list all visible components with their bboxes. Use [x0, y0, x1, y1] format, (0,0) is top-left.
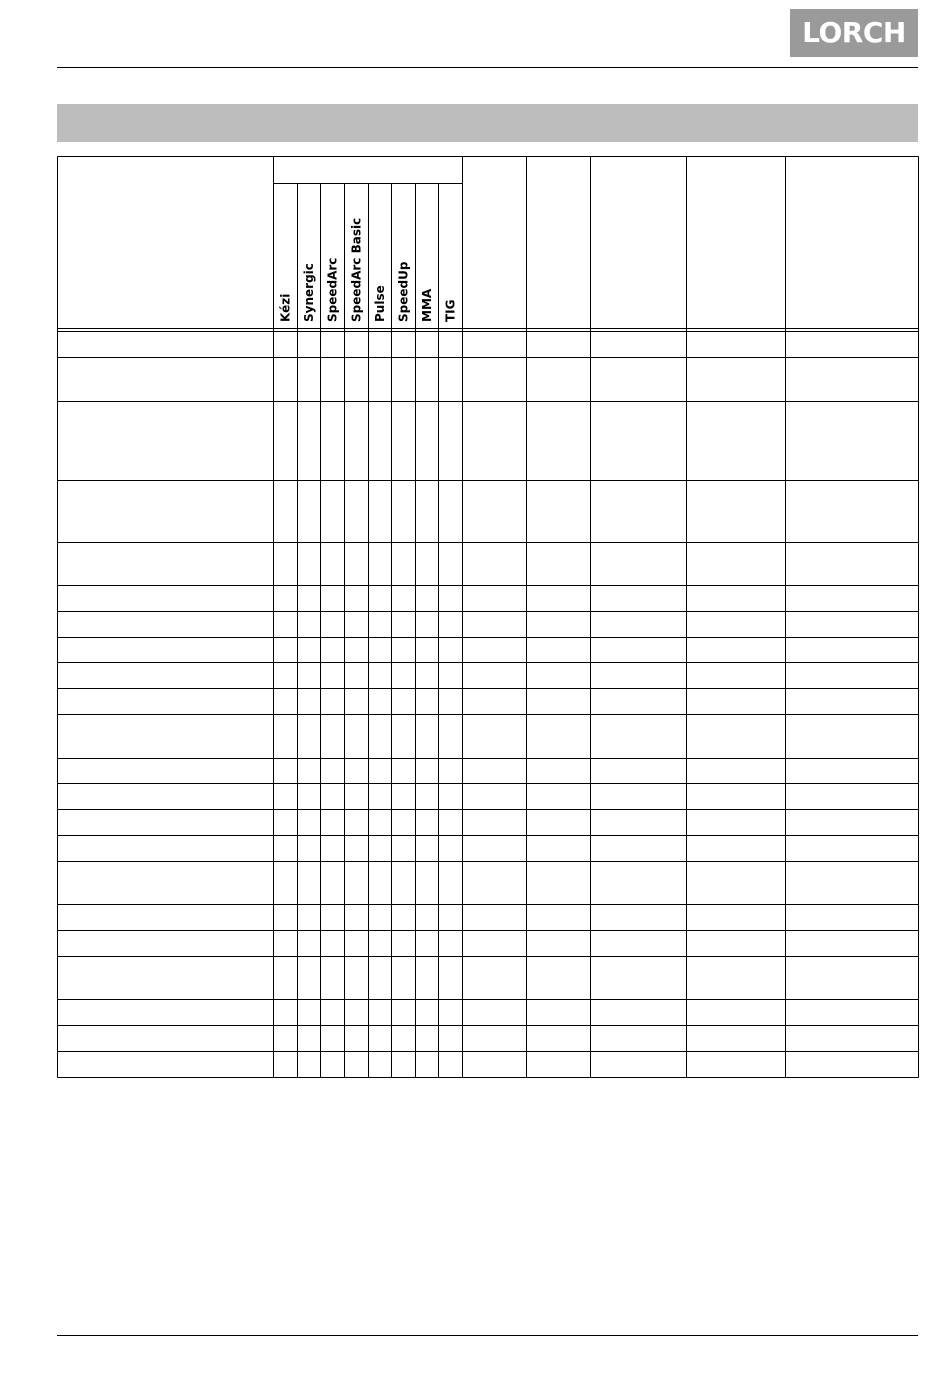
mode-column-label: Pulse	[373, 285, 387, 322]
mode-column-label: Synergic	[302, 263, 316, 322]
lorch-logo: LORCH	[790, 9, 918, 57]
mode-column-label: SpeedArc	[325, 257, 340, 322]
mode-column-label: TIG	[443, 299, 458, 322]
footer-rule	[57, 1335, 918, 1336]
mode-column-label: MMA	[420, 288, 434, 322]
mode-column-label: SpeedUp	[396, 261, 411, 322]
mode-column-label: SpeedArc Basic	[349, 217, 364, 322]
mode-column-label: Kézi	[278, 293, 293, 322]
